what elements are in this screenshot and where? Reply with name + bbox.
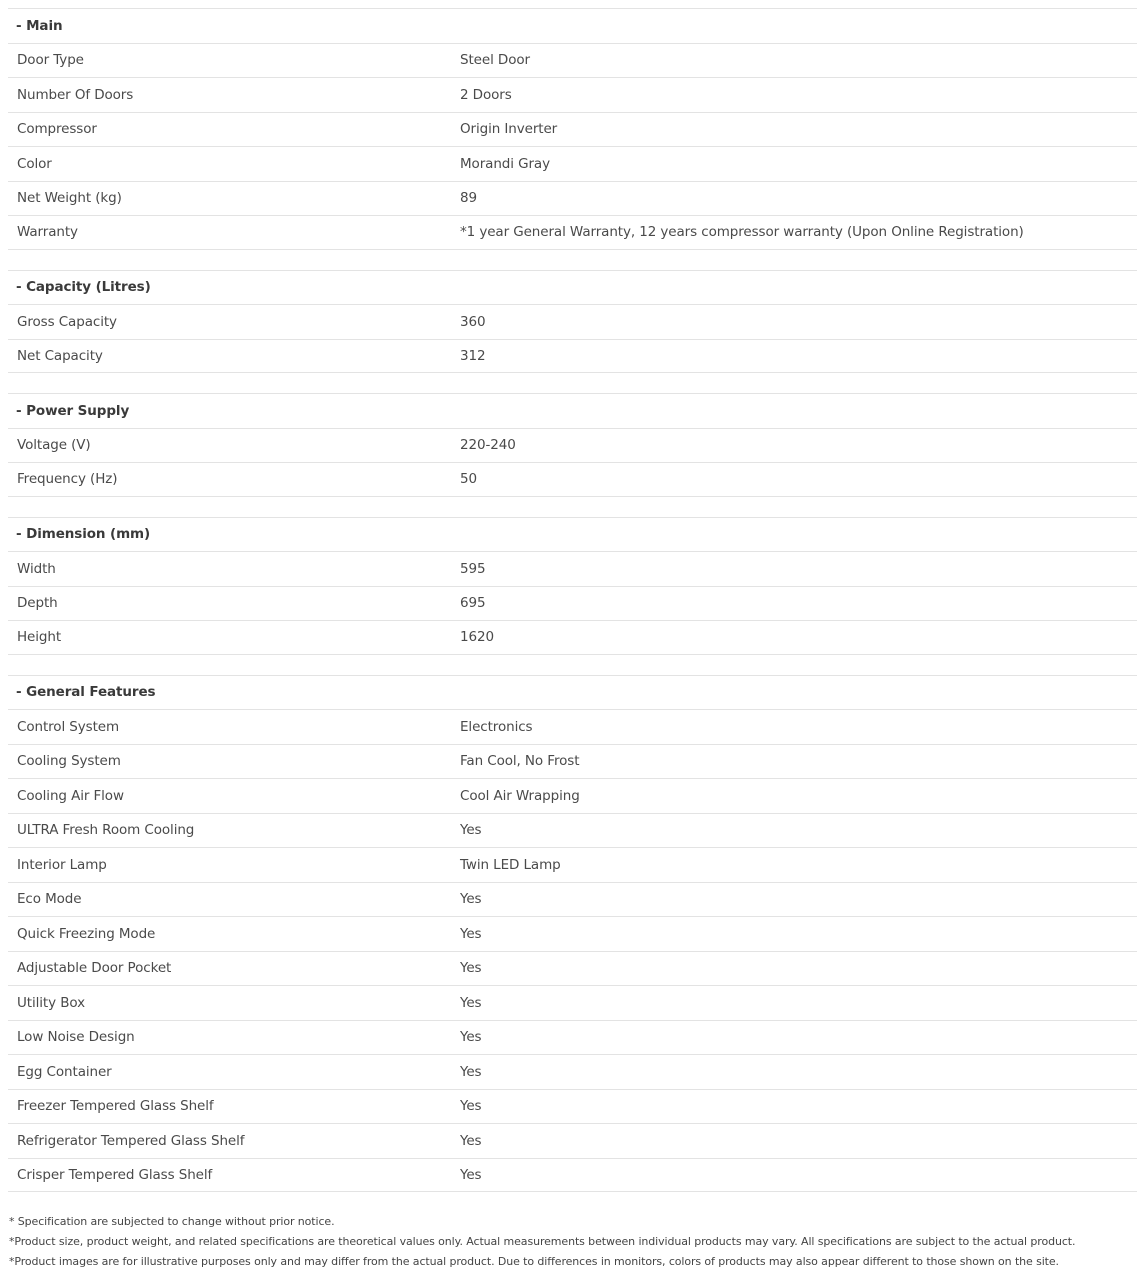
spec-row xyxy=(8,339,1137,374)
spec-label: Depth xyxy=(17,595,58,612)
spec-label: Voltage (V) xyxy=(17,437,91,454)
section-title: - General Features xyxy=(16,684,156,701)
spec-row xyxy=(8,744,1137,779)
spec-label: Net Capacity xyxy=(17,347,103,364)
section-title: - Main xyxy=(16,17,63,34)
section-header xyxy=(8,675,1137,710)
spec-row xyxy=(8,43,1137,78)
spec-row xyxy=(8,709,1137,744)
spec-label: Crisper Tempered Glass Shelf xyxy=(17,1166,213,1183)
spec-value: 312 xyxy=(460,347,486,364)
section-title: - Capacity (Litres) xyxy=(16,279,151,296)
spec-value: 360 xyxy=(460,313,486,330)
spec-value: Yes xyxy=(460,1063,482,1080)
spec-row xyxy=(8,1020,1137,1055)
spec-row xyxy=(8,778,1137,813)
spec-label: Height xyxy=(17,629,62,646)
spec-row xyxy=(8,181,1137,216)
spec-row xyxy=(8,112,1137,147)
section-power-supply xyxy=(8,393,1137,497)
spec-row xyxy=(8,985,1137,1020)
section-capacity xyxy=(8,270,1137,374)
spec-value: Yes xyxy=(460,994,482,1011)
spec-value: 1620 xyxy=(460,629,494,646)
section-header xyxy=(8,270,1137,305)
section-general-features xyxy=(8,675,1137,1193)
spec-row xyxy=(8,620,1137,655)
spec-row xyxy=(8,1054,1137,1089)
spec-row xyxy=(8,462,1137,497)
section-dimension xyxy=(8,517,1137,655)
spec-label: Frequency (Hz) xyxy=(17,471,118,488)
spec-value: Yes xyxy=(460,1166,482,1183)
spec-label: Number Of Doors xyxy=(17,86,134,103)
spec-label: Refrigerator Tempered Glass Shelf xyxy=(17,1132,245,1149)
spec-label: Eco Mode xyxy=(17,891,82,908)
spec-value: Morandi Gray xyxy=(460,155,550,172)
section-header xyxy=(8,393,1137,428)
spec-row xyxy=(8,428,1137,463)
spec-label: Utility Box xyxy=(17,994,85,1011)
spec-value: 2 Doors xyxy=(460,86,512,103)
spec-row xyxy=(8,586,1137,621)
spec-value: Yes xyxy=(460,1132,482,1149)
spec-row xyxy=(8,1123,1137,1158)
spec-value: Yes xyxy=(460,1029,482,1046)
spec-value: 595 xyxy=(460,560,486,577)
spec-row xyxy=(8,882,1137,917)
spec-value: Steel Door xyxy=(460,52,530,69)
spec-row xyxy=(8,1089,1137,1124)
spec-label: Net Weight (kg) xyxy=(17,190,122,207)
spec-value: Yes xyxy=(460,822,482,839)
spec-label: Gross Capacity xyxy=(17,313,117,330)
spec-value: 50 xyxy=(460,471,477,488)
spec-value: Twin LED Lamp xyxy=(460,856,561,873)
spec-label: Interior Lamp xyxy=(17,856,107,873)
section-title: - Power Supply xyxy=(16,402,130,419)
spec-row xyxy=(8,77,1137,112)
spec-label: Egg Container xyxy=(17,1063,112,1080)
spec-label: Cooling Air Flow xyxy=(17,787,124,804)
spec-row xyxy=(8,215,1137,250)
spec-label: Compressor xyxy=(17,121,97,138)
spec-value: Yes xyxy=(460,925,482,942)
spec-value: Yes xyxy=(460,1098,482,1115)
disclaimer-notes xyxy=(9,1212,1075,1272)
spec-label: ULTRA Fresh Room Cooling xyxy=(17,822,195,839)
spec-value: *1 year General Warranty, 12 years compressor warranty (Upon Online Registration) xyxy=(460,224,1024,241)
spec-label: Adjustable Door Pocket xyxy=(17,960,172,977)
spec-row xyxy=(8,146,1137,181)
spec-row xyxy=(8,1158,1137,1193)
spec-value: 89 xyxy=(460,190,477,207)
spec-label: Low Noise Design xyxy=(17,1029,135,1046)
spec-label: Color xyxy=(17,155,52,172)
disclaimer-line: *Product images are for illustrative purposes only and may differ from the actual product. Due to differences in monitors, colors of products may also appear different to those shown on the site. xyxy=(9,1255,1059,1268)
spec-row xyxy=(8,847,1137,882)
spec-row xyxy=(8,551,1137,586)
spec-value: Electronics xyxy=(460,718,533,735)
spec-label: Warranty xyxy=(17,224,78,241)
spec-label: Control System xyxy=(17,718,120,735)
spec-value: Origin Inverter xyxy=(460,121,558,138)
spec-value: Fan Cool, No Frost xyxy=(460,753,580,770)
spec-label: Cooling System xyxy=(17,753,121,770)
section-main xyxy=(8,8,1137,250)
spec-row xyxy=(8,951,1137,986)
spec-row xyxy=(8,916,1137,951)
spec-value: 695 xyxy=(460,595,486,612)
disclaimer-line: * Specification are subjected to change without prior notice. xyxy=(9,1215,335,1228)
spec-value: Yes xyxy=(460,891,482,908)
section-title: - Dimension (mm) xyxy=(16,526,151,543)
spec-value: Yes xyxy=(460,960,482,977)
spec-label: Quick Freezing Mode xyxy=(17,925,156,942)
spec-label: Door Type xyxy=(17,52,84,69)
spec-value: Cool Air Wrapping xyxy=(460,787,580,804)
spec-row xyxy=(8,304,1137,339)
spec-value: 220-240 xyxy=(460,437,516,454)
spec-row xyxy=(8,813,1137,848)
disclaimer-line: *Product size, product weight, and related specifications are theoretical values only. Actual measurements between individual products may vary. All specifications are subject to the actual product. xyxy=(9,1235,1076,1248)
spec-table xyxy=(8,8,1137,1192)
section-header xyxy=(8,517,1137,552)
section-header xyxy=(8,8,1137,43)
spec-label: Width xyxy=(17,560,56,577)
spec-label: Freezer Tempered Glass Shelf xyxy=(17,1098,214,1115)
